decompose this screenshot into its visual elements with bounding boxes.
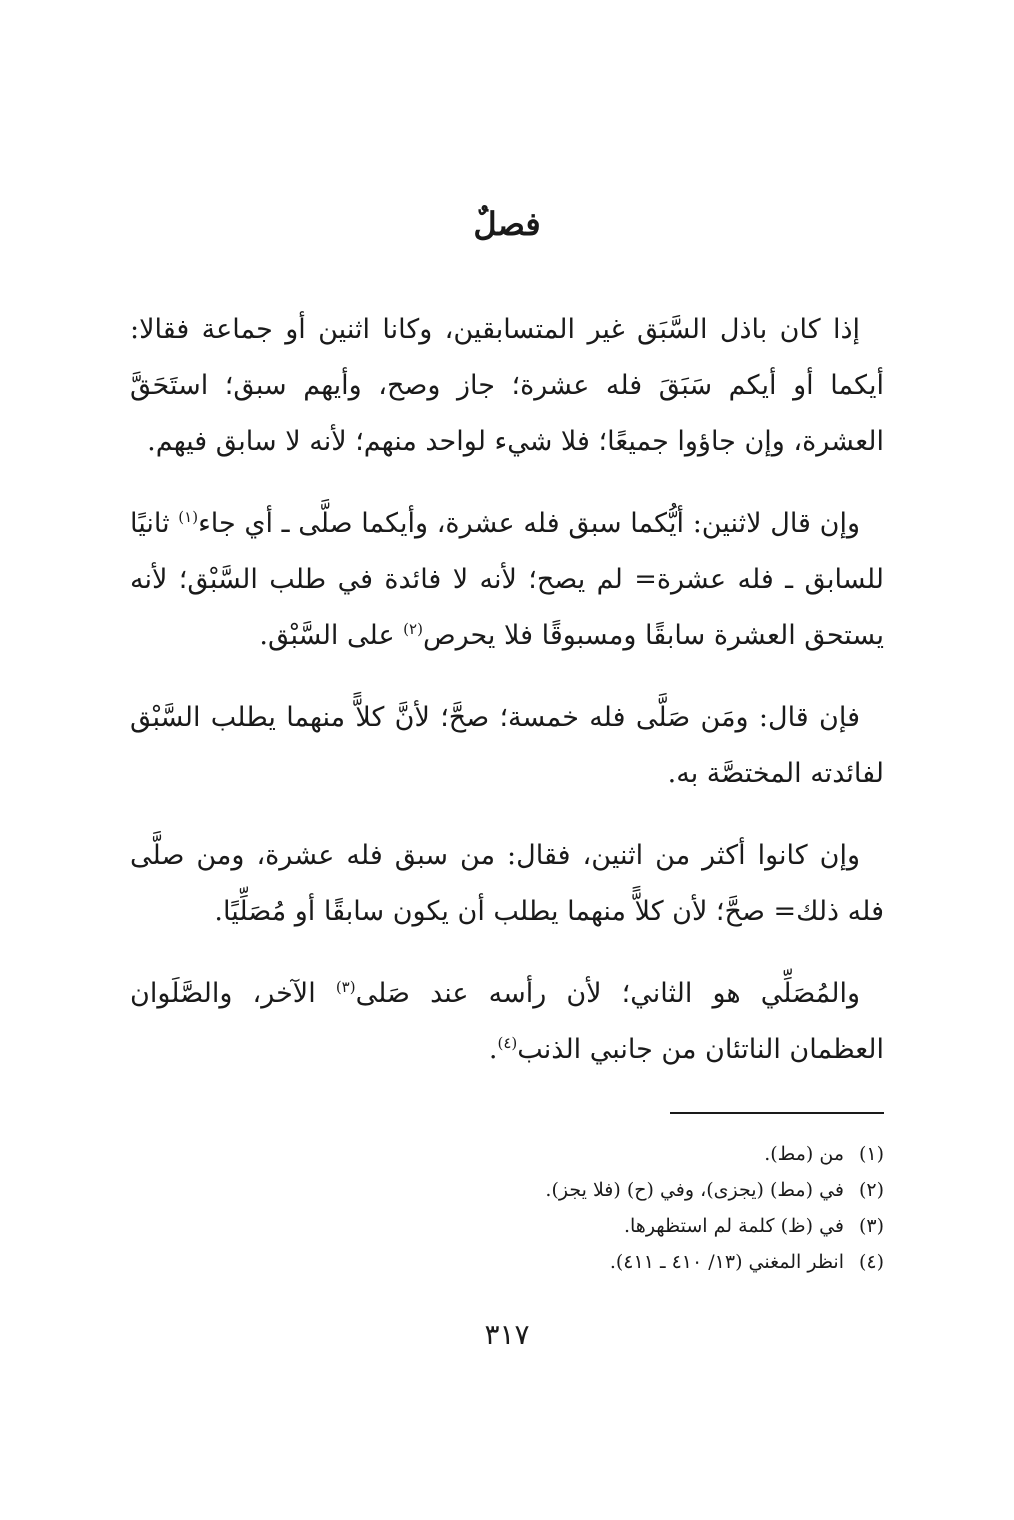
section-title: فصلٌ <box>473 205 541 243</box>
paragraph-3: فإن قال: ومَن صَلَّى فله خمسة؛ صحَّ؛ لأنَّ كلاًّ منهما يطلب السَّبْق لفائدته المختصَّة به. <box>130 702 884 789</box>
footnote-2-number: (٢) <box>858 1179 884 1201</box>
footnote-ref-4: (٤) <box>497 1034 518 1052</box>
paragraph-5 <box>130 966 884 1078</box>
paragraph-4: وإن كانوا أكثر من اثنين، فقال: من سبق فله عشرة، ومن صلَّى فله ذلك= صحَّ؛ لأن كلاًّ منهما يطلب أن يكون سابقًا أو مُصَلِّيًا. <box>130 840 884 927</box>
footnote-3-number: (٣) <box>858 1215 884 1237</box>
footnote-4-number: (٤) <box>858 1251 884 1273</box>
footnote-3-text: في (ظ) كلمة لم استظهرها. <box>623 1215 844 1237</box>
footnote-3 <box>130 1208 884 1244</box>
footnote-1-text: من (مط). <box>764 1143 844 1165</box>
footnote-ref-1: (١) <box>178 508 199 526</box>
paragraph-5-part-3: . <box>488 1034 498 1065</box>
footnote-ref-3: (٣) <box>335 978 356 996</box>
main-text <box>130 302 884 1104</box>
paragraph-2-part-2: ثانيًا للسابق ـ فله عشرة= لم يصح؛ لأنه لا فائدة في طلب السَّبْق؛ لأنه يستحق العشرة سابقًا ومسبوقًا فلا يحرص <box>130 508 884 651</box>
footnote-4-text: انظر المغني (١٣/ ٤١٠ ـ ٤١١). <box>609 1251 844 1273</box>
footnote-divider <box>670 1112 884 1114</box>
footnote-4 <box>130 1244 884 1280</box>
paragraph-2-part-1: وإن قال لاثنين: أيُّكما سبق فله عشرة، وأيكما صلَّى ـ أي جاء <box>198 508 860 539</box>
footnote-1-number: (١) <box>858 1143 884 1165</box>
page-number: ٣١٧ <box>484 1318 530 1351</box>
footnote-2-text: في (مط) (يجزى)، وفي (ح) (فلا يجز). <box>545 1179 844 1201</box>
paragraph-5-part-1: والمُصَلِّي هو الثاني؛ لأن رأسه عند صَلى <box>355 978 860 1009</box>
paragraph-1: إذا كان باذل السَّبَق غير المتسابقين، وكانا اثنين أو جماعة فقالا: أيكما أو أيكم سَبَقَ فله عشرة؛ جاز وصح، وأيهم سبق؛ استَحَقَّ العشرة، وإن جاؤوا جميعًا؛ فلا شيء لواحد منهم؛ لأنه لا سابق فيهم. <box>130 314 884 457</box>
footnote-1 <box>130 1136 884 1172</box>
footnotes-list <box>130 1136 884 1280</box>
paragraph-5-part-2: الآخر، والصَّلَوان العظمان الناتئان من جانبي الذنب <box>130 978 884 1065</box>
footnote-ref-2: (٢) <box>403 620 423 638</box>
paragraph-2 <box>130 496 884 664</box>
paragraph-2-part-3: على السَّبْق. <box>259 620 404 651</box>
footnote-2 <box>130 1172 884 1208</box>
